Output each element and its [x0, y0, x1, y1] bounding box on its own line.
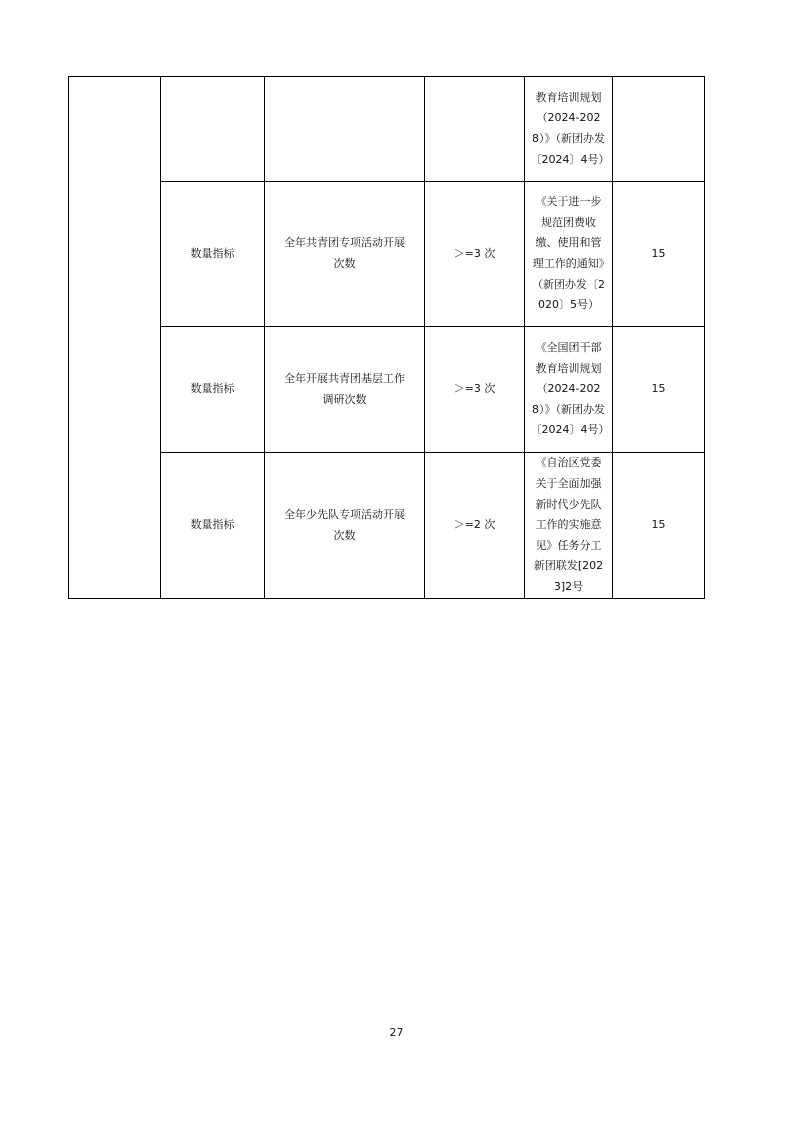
indicator-content-text: 全年少先队专项活动开展次数 — [284, 507, 405, 542]
score-cell — [613, 77, 705, 182]
basis-text: 教育培训规划（2024-2028）》（新团办发〔2024〕4号） — [530, 90, 610, 166]
basis-text: 《全国团干部教育培训规划（2024-2028）》（新团办发〔2024〕4号） — [530, 341, 610, 437]
indicator-value-cell: ＞=3 次 — [425, 182, 525, 327]
table-row — [69, 453, 705, 599]
basis-cell — [525, 453, 613, 599]
basis-cell — [525, 182, 613, 327]
indicator-content-text: 全年共青团专项活动开展次数 — [284, 236, 405, 270]
table-row — [69, 327, 705, 453]
level2-indicator-cell: 数量指标 — [161, 327, 265, 453]
table-row — [69, 77, 705, 182]
basis-cell — [525, 77, 613, 182]
table-row — [69, 182, 705, 327]
basis-cell — [525, 327, 613, 453]
level2-indicator-cell — [161, 77, 265, 182]
indicator-content-cell — [265, 453, 425, 599]
score-cell: 15 — [613, 327, 705, 453]
indicator-content-cell — [265, 327, 425, 453]
page-number: 27 — [389, 1026, 404, 1039]
indicator-content-text: 全年开展共青团基层工作调研次数 — [284, 371, 405, 406]
indicator-content-cell — [265, 182, 425, 327]
indicator-value-cell: ＞=2 次 — [425, 453, 525, 599]
level1-indicator-cell — [69, 77, 161, 599]
level2-indicator-cell: 数量指标 — [161, 182, 265, 327]
indicator-value-cell — [425, 77, 525, 182]
performance-indicator-table — [68, 76, 705, 599]
basis-text: 《自治区党委关于全面加强新时代少先队工作的实施意见》任务分工新团联发[2023]2号 — [533, 456, 604, 593]
indicator-value-cell: ＞=3 次 — [425, 327, 525, 453]
score-cell: 15 — [613, 453, 705, 599]
basis-text: 《关于进一步规范团费收缴、使用和管理工作的通知》（新团办发〔2020〕5号） — [532, 195, 605, 312]
level2-indicator-cell: 数量指标 — [161, 453, 265, 599]
indicator-content-cell — [265, 77, 425, 182]
score-cell: 15 — [613, 182, 705, 327]
